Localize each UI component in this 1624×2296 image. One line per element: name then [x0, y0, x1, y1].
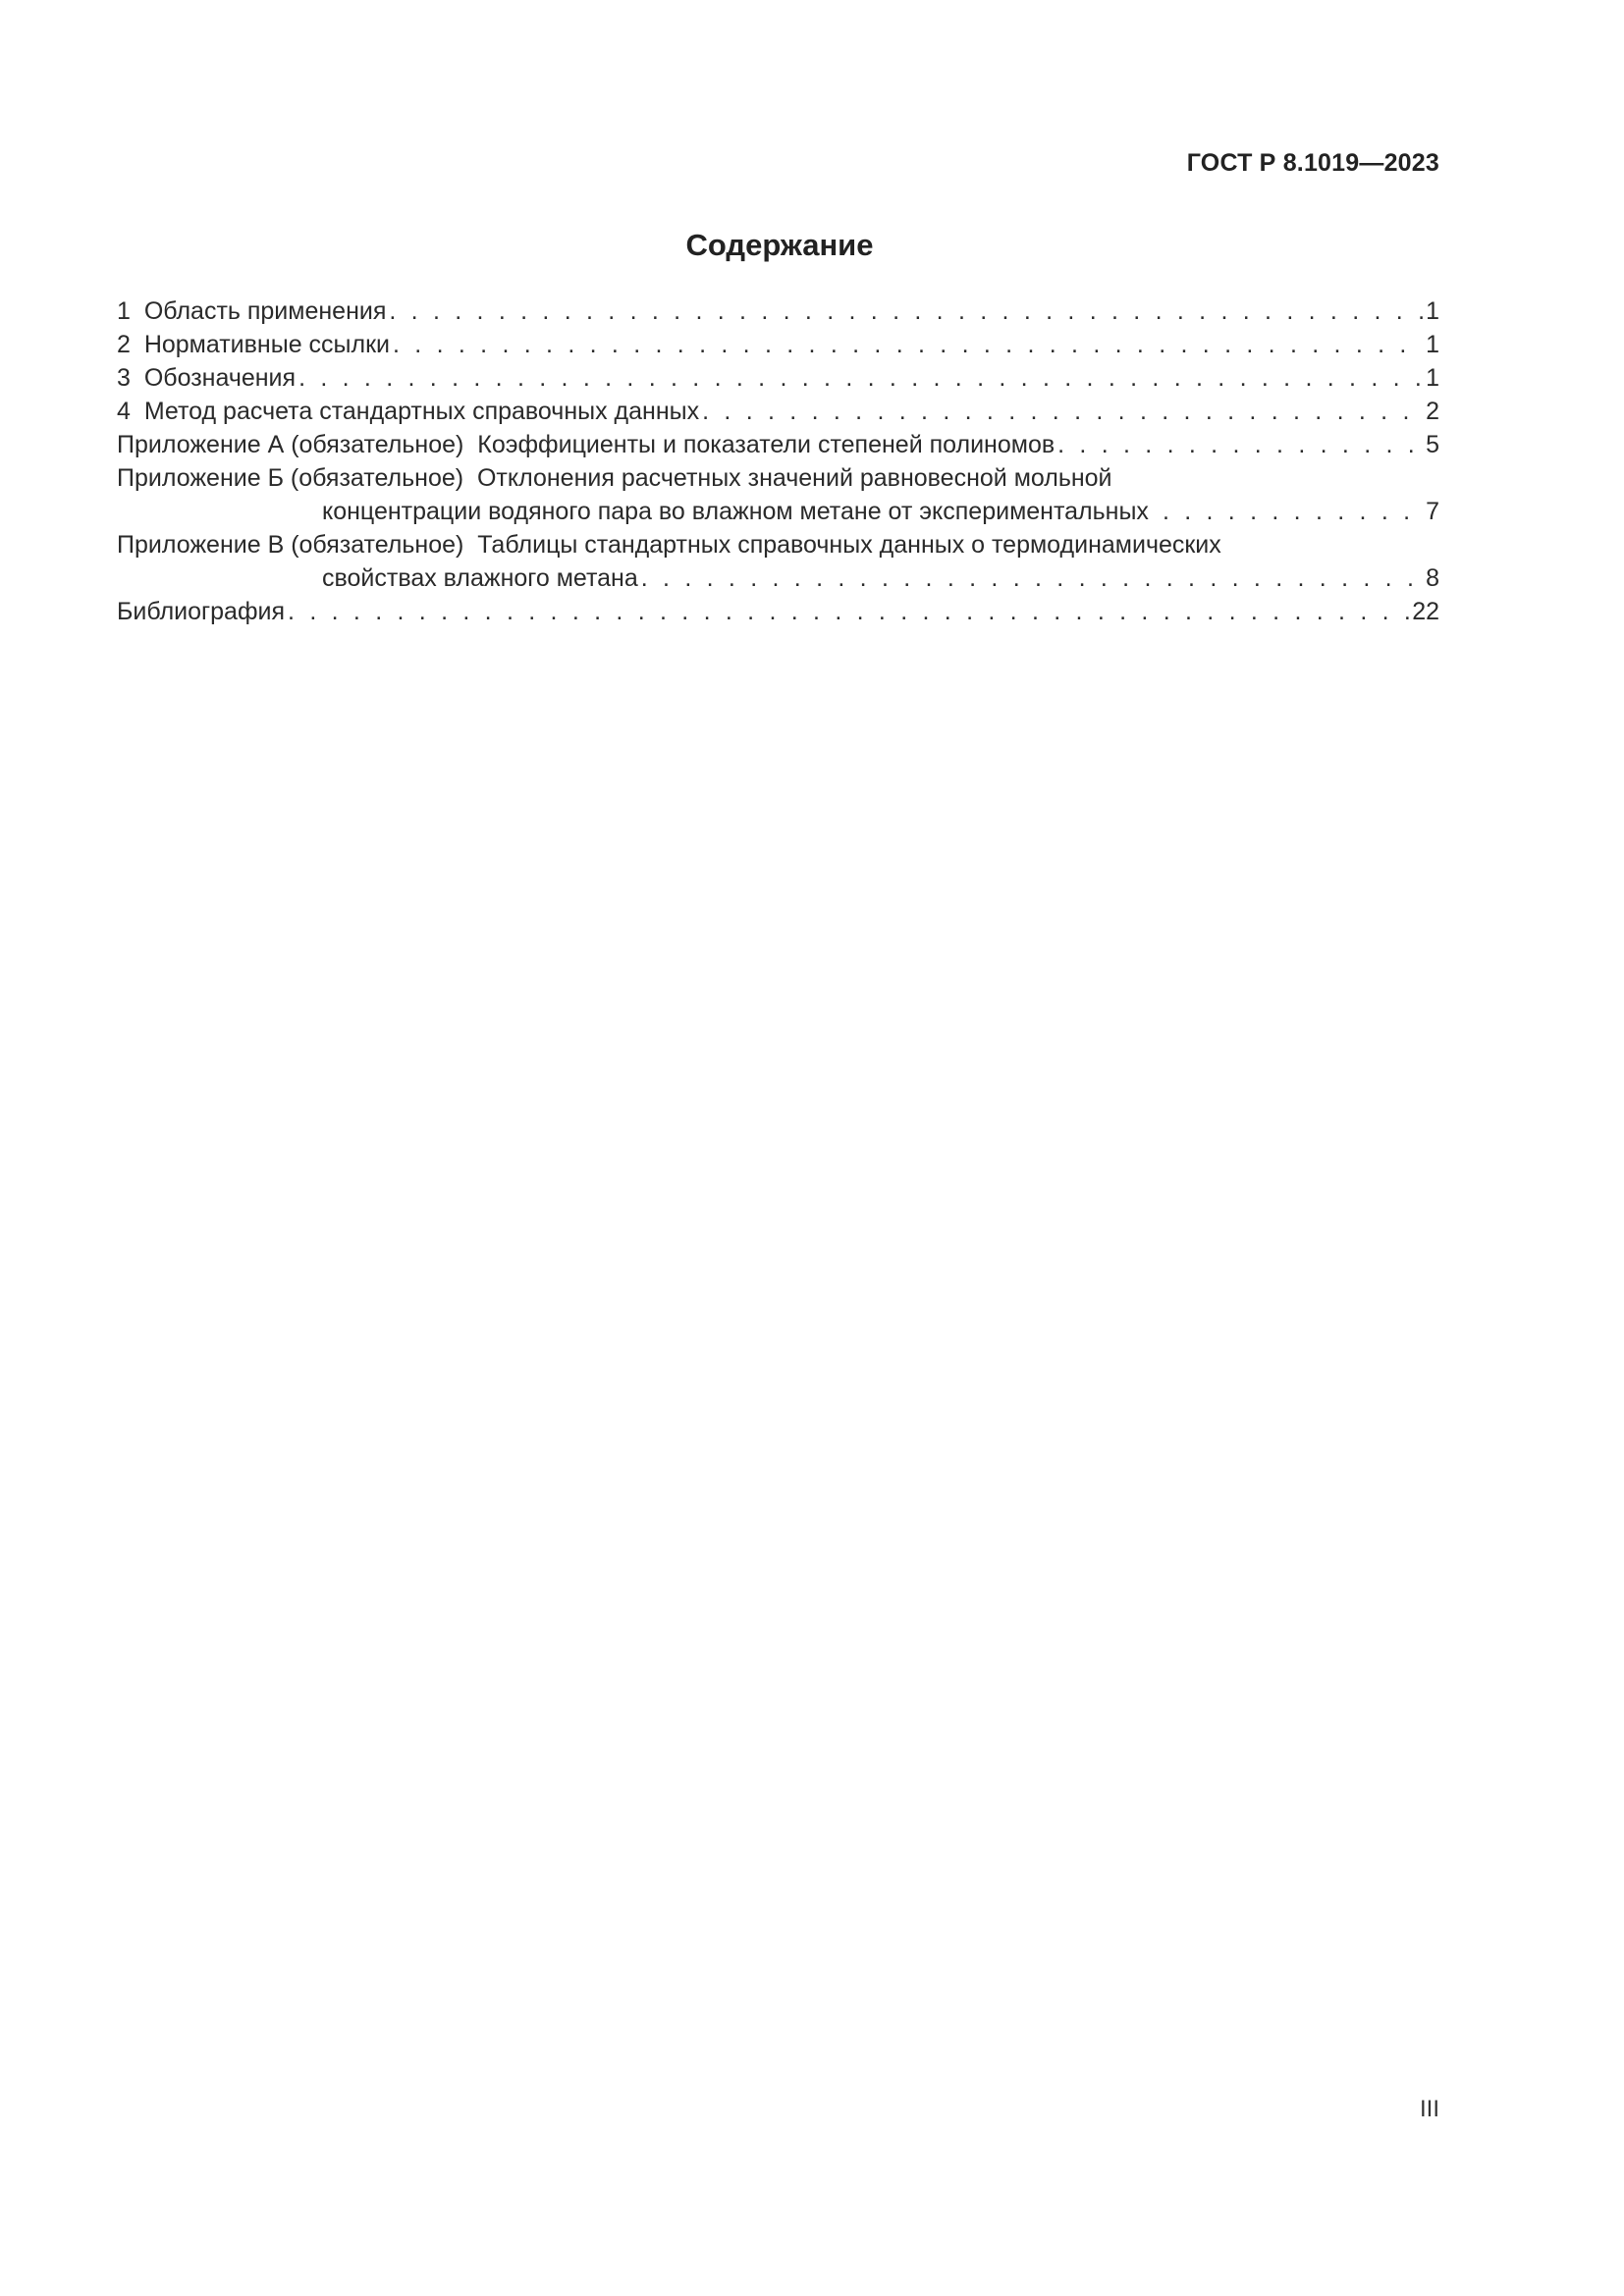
toc-page-number: 7 [1426, 498, 1439, 525]
table-of-contents [117, 294, 1439, 628]
toc-page-number: 22 [1412, 598, 1439, 625]
toc-entry-label-cont: концентрации водяного пара во влажном метане от экспериментальных [322, 498, 1149, 525]
toc-appendix-v[interactable] [117, 528, 1439, 595]
toc-page-number: 1 [1426, 331, 1439, 358]
toc-page-number: 8 [1426, 564, 1439, 592]
toc-bibliography[interactable] [117, 595, 1439, 628]
toc-leader-dots [393, 328, 1423, 361]
page-number: III [1419, 2096, 1439, 2122]
toc-entry-label: Приложение В (обязательное) Таблицы стандартных справочных данных о термодинамических [117, 531, 1221, 559]
toc-entry-label: Приложение А (обязательное) Коэффициенты и показатели степеней полиномов [117, 431, 1056, 458]
toc-appendix-a[interactable] [117, 428, 1439, 461]
toc-entry-label: 4 Метод расчета стандартных справочных данных [117, 398, 700, 425]
toc-leader-dots [288, 595, 1409, 628]
toc-page-number: 1 [1426, 364, 1439, 392]
toc-entry-label-cont: свойствах влажного метана [322, 564, 638, 592]
toc-page-number: 2 [1426, 398, 1439, 425]
toc-leader-dots [641, 561, 1423, 595]
toc-entry-continuation [117, 561, 1439, 595]
toc-entry-1[interactable] [117, 294, 1439, 328]
toc-entry-2[interactable] [117, 328, 1439, 361]
toc-title: Содержание [685, 228, 874, 262]
toc-entry-label: 1 Область применения [117, 297, 387, 325]
toc-leader-dots [702, 395, 1423, 428]
toc-page-number: 1 [1426, 297, 1439, 325]
toc-entry-label: Приложение Б (обязательное) Отклонения расчетных значений равновесной мольной [117, 464, 1112, 492]
toc-entry-4[interactable] [117, 395, 1439, 428]
toc-entry-3[interactable] [117, 361, 1439, 395]
toc-entry-label: 2 Нормативные ссылки [117, 331, 390, 358]
toc-leader-dots [1057, 428, 1423, 461]
toc-appendix-b[interactable] [117, 461, 1439, 528]
toc-entry-label: 3 Обозначения [117, 364, 297, 392]
toc-page-number: 5 [1426, 431, 1439, 458]
toc-leader-dots [298, 361, 1423, 395]
toc-leader-dots [389, 294, 1423, 328]
toc-leader-dots [1163, 495, 1423, 528]
toc-entry-label: Библиография [117, 598, 286, 625]
document-code: ГОСТ Р 8.1019—2023 [1186, 149, 1439, 177]
toc-entry-continuation [117, 495, 1439, 528]
